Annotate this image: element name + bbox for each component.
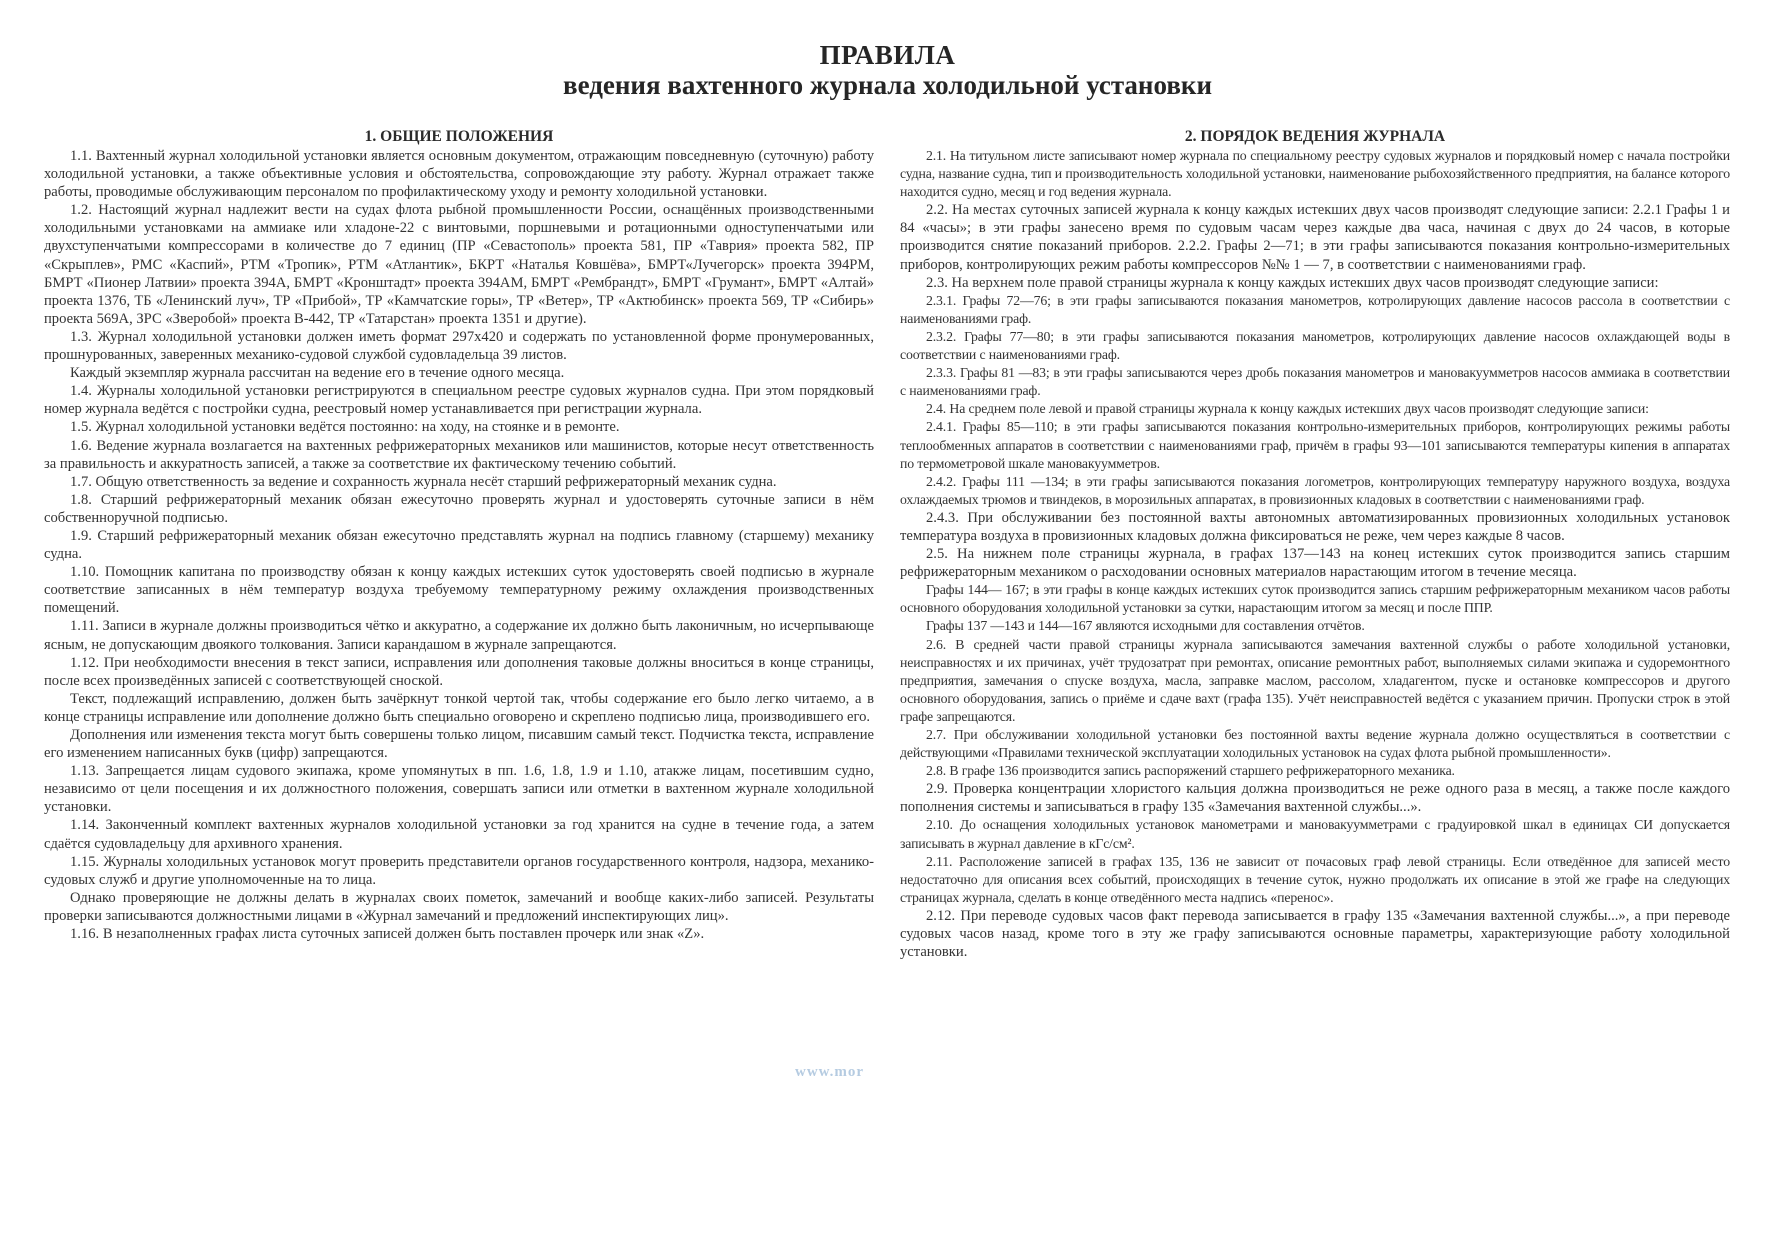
paragraph-1-13: 1.13. Запрещается лицам судового экипажа, кроме упомянутых в пп. 1.6, 1.8, 1.9 и 1.10, атакже лицам, посетившим судно, независимо от цели посещения и их должностного положения, совершать записи или отметки в вахтенном журнале холодильной установки. (44, 763, 874, 816)
paragraph-2-12: 2.12. При переводе судовых часов факт перевода записывается в графу 135 «Замечания вахтенной службы...», а при переводе судовых часов назад, кроме того в эту же графу записываются основные параметры, характеризующие работу холодильной установки. (900, 907, 1730, 961)
section-general-provisions (44, 128, 874, 943)
paragraph-1-15-note: Однако проверяющие не должны делать в журналах своих пометок, замечаний и вообще каких-либо записей. Результаты проверки записываются должностными лицами в «Журнал замечаний и предложений инспектирующих лиц». (44, 889, 874, 924)
paragraph-1-4: 1.4. Журналы холодильной установки регистрируются в специальном реестре судовых журналов судна. При этом порядковый номер журнала ведётся с постройки судна, реестровый номер устанавливается при регистрации журнала. (44, 383, 874, 418)
paragraph-2-4-1: 2.4.1. Графы 85—110; в эти графы записываются показания контрольно-измерительных приборов, контролирующих режимы работы теплообменных аппаратов в соответствии с наименованиями граф, причём в графы 93—101 записываются температуры кипения в аппаратах по термометровой шкале мановакуумметров. (900, 419, 1730, 471)
paragraph-1-3: 1.3. Журнал холодильной установки должен иметь формат 297х420 и содержать по установленной форме пронумерованных, прошнурованных, заверенных механико-судовой службой судовладельца 39 листов. (44, 328, 874, 364)
paragraph-2-4-3: 2.4.3. При обслуживании без постоянной вахты автономных автоматизированных провизионных холодильных установок температура воздуха в провизионных кладовых должна фиксироваться не реже, чем через каждые 8 часов. (900, 509, 1730, 544)
paragraph-2-4: 2.4. На среднем поле левой и правой страницы журнала к концу каждых истекших двух часов производят следующие записи: (926, 401, 1649, 417)
paragraph-1-8: 1.8. Старший рефрижераторный механик обязан ежесуточно проверять журнал и удостоверять суточные записи в нём собственноручной подписью. (44, 491, 874, 526)
watermark: www.mor (795, 1064, 865, 1080)
paragraph-2-3-3: 2.3.3. Графы 81 —83; в эти графы записываются через дробь показания манометров и мановакуумметров насосов аммиака в соответствии с наименованиями граф. (900, 365, 1730, 399)
section-heading: 1. ОБЩИЕ ПОЛОЖЕНИЯ (364, 128, 554, 145)
paragraph-2-2: 2.2. На местах суточных записей журнала к концу каждых истекших двух часов производят следующие записи: 2.2.1 Графы 1 и 84 «часы»; в эти графы занесено время по судовым часам через каждые два часа, начиная с двух до 24 часов, в которые производится снятие показаний приборов. 2.2.2. Графы 2—71; в эти графы записываются показания контрольно-измерительных приборов, контролирующих режим работы компрессоров №№ 1 — 7, в соответствии с наименованиями граф. (900, 202, 1730, 273)
paragraph-2-6: 2.6. В средней части правой страницы журнала записываются замечания вахтенной службы о работе холодильной установки, неисправностях и их причинах, учёт трудозатрат при ремонтах, описание ремонтных работ, выполняемых силами экипажа и судоремонтного предприятия, замечания о спуске воздуха, масла, заправке маслом, рассолом, хладагентом, пуске и остановке компрессоров и другого основного оборудования, запись о приёме и сдаче вахт (графа 135). Учёт неисправностей ведётся с указанием причин. Пропуски строк в этой графе запрещаются. (900, 636, 1730, 724)
paragraph-2-8: 2.8. В графе 136 производится запись распоряжений старшего рефрижераторного механика. (926, 763, 1455, 779)
paragraph-2-7: 2.7. При обслуживании холодильной установки без постоянной вахты ведение журнала должно осуществляться в соответствии с действующими «Правилами технической эксплуатации холодильных установок на судах флота рыбной промышленности». (900, 727, 1730, 761)
paragraph-1-6: 1.6. Ведение журнала возлагается на вахтенных рефрижераторных механиков или машинистов, которые несут ответственность за правильность и аккуратность записей, а также за соответствие их фактическому течению событий. (44, 437, 874, 472)
document-title: ПРАВИЛА (819, 40, 956, 70)
paragraph-2-5: 2.5. На нижнем поле страницы журнала, в графах 137—143 на конец истекших суток производится запись старшим рефрижераторным механиком о расходовании основных материалов нарастающим итогом в течение месяца. (900, 546, 1730, 581)
paragraph-2-5-graphs: Графы 144— 167; в эти графы в конце каждых истекших суток производится запись старшим рефрижераторным механиком часов работы основного оборудования холодильной установки за сутки, нарастающим итогом за месяц и после ППР. (900, 582, 1730, 616)
paragraph-2-4-2: 2.4.2. Графы 111 —134; в эти графы записываются показания логометров, контролирующих температуру наружного воздуха, воздуха охлаждаемых трюмов и твиндеков, в морозильных аппаратах, в провизионных кладовых в соответствии с наименованиями граф. (900, 473, 1730, 507)
paragraph-2-11: 2.11. Расположение записей в графах 135, 136 не зависит от почасовых граф левой страницы. Если отведённое для записей место недостаточно для описания всех событий, происходящих в течение суток, нужно продолжать их описание в этой же графе на следующих страницах журнала, сделать в конце отведённого места надпись «перенос». (900, 853, 1730, 905)
paragraph-2-3-2: 2.3.2. Графы 77—80; в эти графы записываются показания манометров, котролирующих давление насосов охлаждающей воды в соответствии с наименованиями граф. (900, 328, 1730, 363)
paragraph-1-1: 1.1. Вахтенный журнал холодильной установки является основным документом, отражающим повседневную (суточную) работу холодильной установки, а также объективные условия и обстоятельства, сопровождающие эту работу. Журнал отражает также работы, проводимые обслуживающим персоналом по профилактическому уходу и ремонту холодильной установки. (44, 148, 874, 201)
paragraph-1-10: 1.10. Помощник капитана по производству обязан к концу каждых истекших суток удостоверять своей подписью в журнале соответствие записанных в нём температур воздуха требуемому температурному режиму охлаждения производственных помещений. (44, 564, 874, 617)
paragraph-1-2: 1.2. Настоящий журнал надлежит вести на судах флота рыбной промышленности России, оснащённых производственными холодильными установками на аммиаке или хладоне-22 с винтовыми, поршневыми и ротационными одноступенчатыми или двухступенчатыми компрессорами в количестве до 7 единиц (ПР «Севастополь» проекта 581, ПР «Таврия» проекта 582, ПР «Скрыплев», РМС «Каспий», РТМ «Тропик», РТМ «Атлантик», БКРТ «Наталья Ковшёва», БМРТ«Лучегорск» проекта 394РМ, БМРТ «Пионер Латвии» проекта 394А, БМРТ «Кронштадт» проекта 394АМ, БМРТ «Рембрандт», БМРТ «Грумант», БМРТ «Алтай» проекта 1376, ТБ «Ленинский луч», ТР «Прибой», ТР «Камчатские горы», ТР «Ветер», ТР «Актюбинск» проекта 569, ТР «Сибирь» проекта 569А, ЗРС «Зверобой» проекта В-442, ТР «Татарстан» проекта 1351 и другие). (44, 202, 874, 327)
document-subtitle: ведения вахтенного журнала холодильной установки (562, 70, 1213, 100)
paragraph-2-10: 2.10. До оснащения холодильных установок манометрами и мановакуумметрами с градуировкой шкал в единицах СИ допускается записывать в журнал давление в кГс/см². (900, 817, 1730, 851)
paragraph-1-12: 1.12. При необходимости внесения в текст записи, исправления или дополнения таковые должны вноситься в конце страницы, после всех произведённых записей с соответствующей сноской. (44, 654, 874, 689)
paragraph-2-3: 2.3. На верхнем поле правой страницы журнала к концу каждых истекших двух часов производят следующие записи: (926, 274, 1659, 291)
paragraph-1-11: 1.11. Записи в журнале должны производиться чётко и аккуратно, а содержание их должно быть лаконичным, но исчерпывающе ясным, не допускающим двоякого толкования. Записи карандашом в журнале запрещаются. (44, 618, 874, 653)
paragraph-2-1: 2.1. На титульном листе записывают номер журнала по специальному реестру судовых журналов и порядковый номер с начала постройки судна, название судна, тип и производительность холодильной установки, наименование рыбохозяйственного предприятия, на балансе которого находится судно, месяц и год ведения журнала. (900, 148, 1730, 200)
paragraph-1-16: 1.16. В незаполненных графах листа суточных записей должен быть поставлен прочерк или знак «Z». (70, 926, 705, 943)
paragraph-1-3-note: Каждый экземпляр журнала рассчитан на ведение его в течение одного месяца. (70, 365, 565, 382)
paragraph-1-5: 1.5. Журнал холодильной установки ведётся постоянно: на ходу, на стоянке и в ремонте. (70, 419, 620, 436)
paragraph-2-5-reports: Графы 137 —143 и 144—167 являются исходными для составления отчётов. (926, 618, 1365, 634)
paragraph-1-7: 1.7. Общую ответственность за ведение и сохранность журнала несёт старший рефрижераторный механик судна. (70, 473, 777, 490)
section-heading: 2. ПОРЯДОК ВЕДЕНИЯ ЖУРНАЛА (1184, 128, 1446, 145)
section-journal-procedure (900, 128, 1730, 961)
paragraph-1-9: 1.9. Старший рефрижераторный механик обязан ежесуточно представлять журнал на подпись главному (старшему) механику судна. (44, 527, 874, 563)
paragraph-1-12-correction: Текст, подлежащий исправлению, должен быть зачёркнут тонкой чертой так, чтобы содержание его было легко читаемо, а в конце страницы исправление или дополнение должно быть специально оговорено и скреплено подписью лица, производившего его. (44, 690, 874, 725)
paragraph-1-12-additions: Дополнения или изменения текста могут быть совершены только лицом, писавшим самый текст. Подчистка текста, исправление его изменением написанных букв (цифр) запрещаются. (44, 727, 874, 762)
paragraph-2-9: 2.9. Проверка концентрации хлористого кальция должна производиться не реже одного раза в месяц, а также после каждого пополнения системы и записываться в графу 135 «Замечания вахтенной службы...». (900, 781, 1730, 816)
title-block (0, 40, 1775, 100)
paragraph-1-15: 1.15. Журналы холодильных установок могут проверить представители органов государственного контроля, надзора, механико-судовых служб и другие уполномоченные на то лица. (44, 853, 874, 888)
paragraph-1-14: 1.14. Законченный комплект вахтенных журналов холодильной установки за год хранится на судне в течение года, а затем сдаётся судовладельцу для архивного хранения. (44, 817, 874, 852)
paragraph-2-3-1: 2.3.1. Графы 72—76; в эти графы записываются показания манометров, котролирующих давление насосов рассола в соответствии с наименованиями граф. (900, 292, 1730, 326)
